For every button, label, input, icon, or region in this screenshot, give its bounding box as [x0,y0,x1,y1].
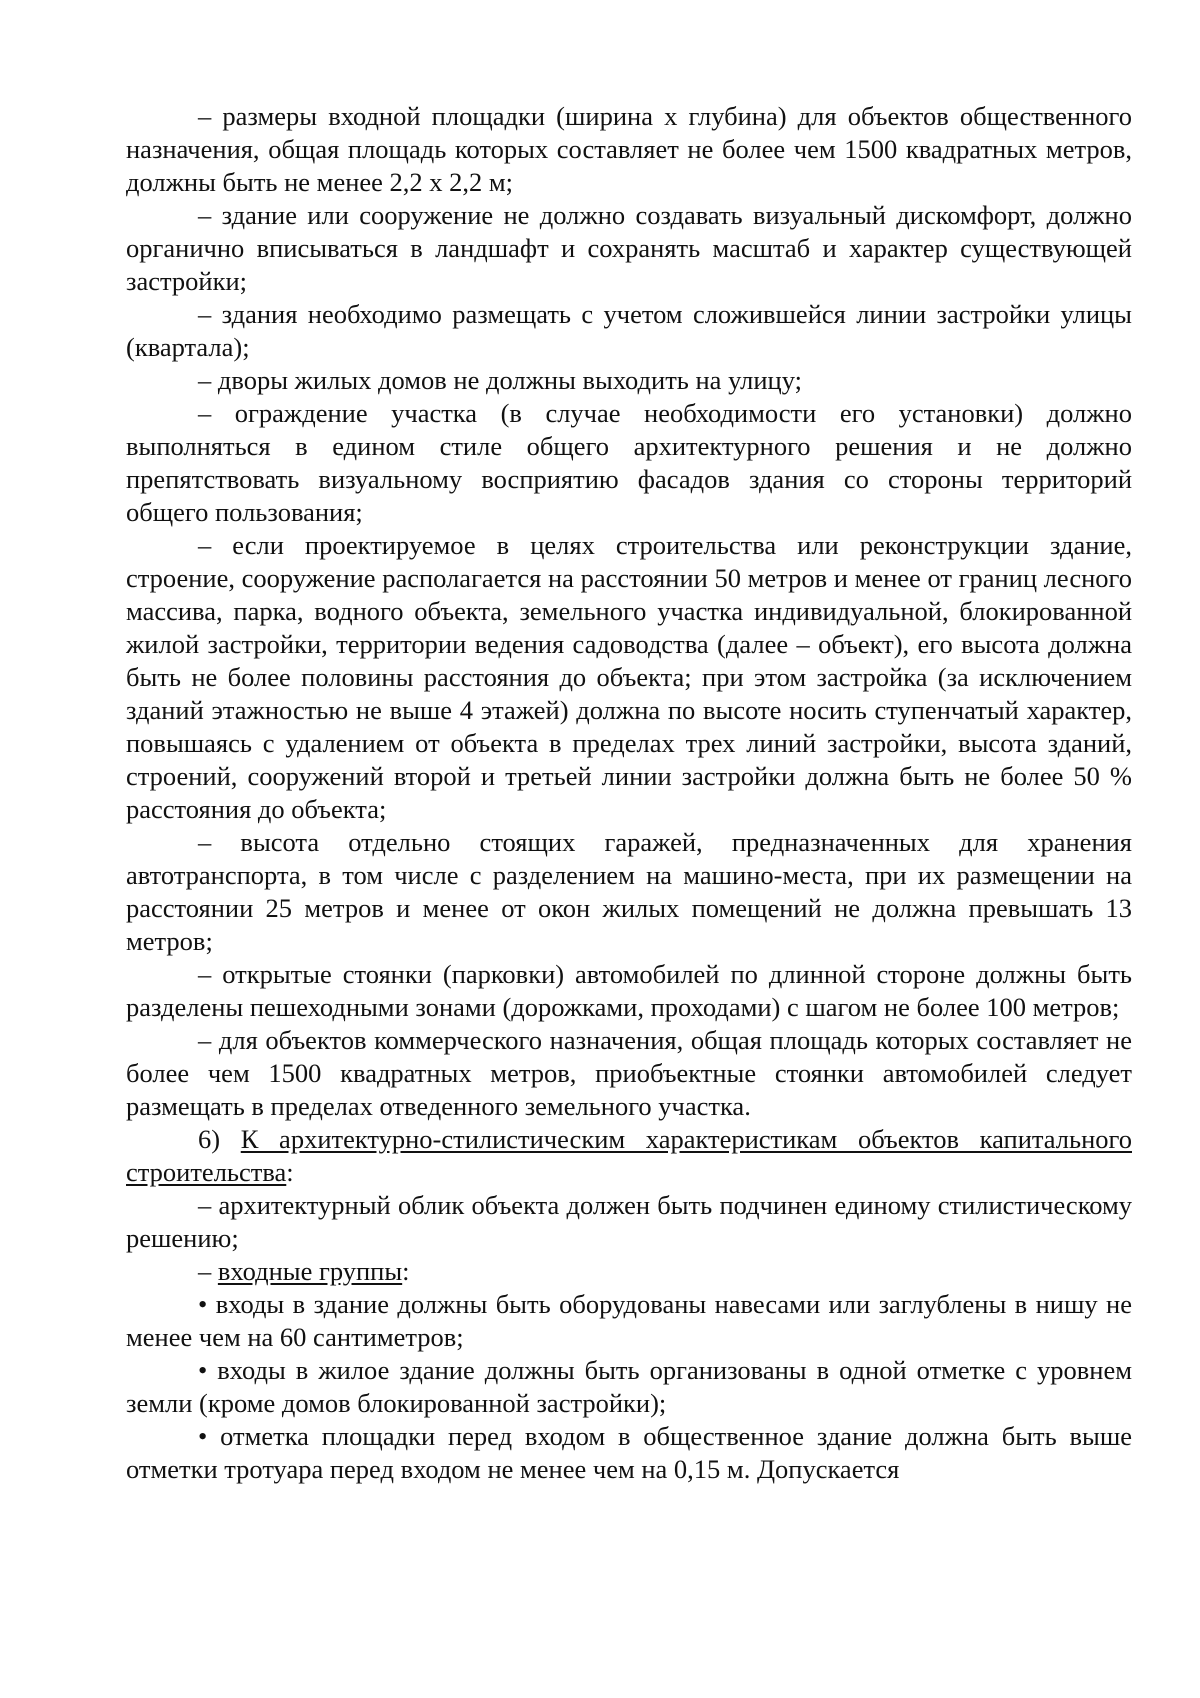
paragraph-parking-zones: – открытые стоянки (парковки) автомобилей по длинной стороне должны быть разделены пешеходными зонами (дорожками, проходами) с шагом не более 100 метров; [126,959,1132,1022]
section-6-heading [126,1123,1132,1189]
paragraph-architectural-style: – архитектурный облик объекта должен быть подчинен единому стилистическому решению; [126,1190,1132,1253]
paragraph-entrance-size: – размеры входной площадки (ширина х глубина) для объектов общественного назначения, общая площадь которых составляет не более чем 1500 квадратных метров, должны быть не менее 2,2 х 2,2 м; [126,101,1132,197]
section-6-title: К архитектурно-стилистическим характеристикам объектов капитального строительства [126,1124,1132,1187]
entry-groups-dash: – [198,1256,218,1286]
entry-groups-colon: : [402,1256,410,1286]
bullet-ground-level: • входы в жилое здание должны быть организованы в одной отметке с уровнем земли (кроме домов блокированной застройки); [126,1355,1132,1418]
paragraph-fencing: – ограждение участка (в случае необходимости его установки) должно выполняться в едином стиле общего архитектурного решения и не должно препятствовать визуальному восприятию фасадов здания со стороны территорий общего пользования; [126,398,1132,527]
section-6-number: 6) [198,1124,241,1154]
document-page [126,100,1132,1486]
paragraph-garages: – высота отдельно стоящих гаражей, предназначенных для хранения автотранспорта, в том числе с разделением на машино-места, при их размещении на расстоянии 25 метров и менее от окон жилых помещений не должна превышать 13 метров; [126,827,1132,956]
paragraph-courtyards: – дворы жилых домов не должны выходить на улицу; [198,365,803,395]
bullet-canopies: • входы в здание должны быть оборудованы навесами или заглублены в нишу не менее чем на 60 сантиметров; [126,1289,1132,1352]
bullet-platform-elevation: • отметка площадки перед входом в общественное здание должна быть выше отметки тротуара перед входом не менее чем на 0,15 м. Допускается [126,1421,1132,1484]
entry-groups-label: входные группы [217,1256,403,1286]
section-6-colon: : [286,1157,294,1187]
entry-groups-heading [126,1255,1132,1288]
paragraph-commercial-parking: – для объектов коммерческого назначения, общая площадь которых составляет не более чем 1500 квадратных метров, приобъектные стоянки автомобилей следует размещать в пределах отведенного земельного участка. [126,1025,1132,1121]
paragraph-visual-comfort: – здание или сооружение не должно создавать визуальный дискомфорт, должно органично вписываться в ландшафт и сохранять масштаб и характер существующей застройки; [126,200,1132,296]
paragraph-height-limit: – если проектируемое в целях строительства или реконструкции здание, строение, сооружение располагается на расстоянии 50 метров и менее от границ лесного массива, парка, водного объекта, земельного участка индивидуальной, блокированной жилой застройки, территории ведения садоводства (далее – объект), его высота должна быть не более половины расстояния до объекта; при этом застройка (за исключением зданий этажностью не выше 4 этажей) должна по высоте носить ступенчатый характер, повышаясь с удалением от объекта в пределах трех линий застройки, высота зданий, строений, сооружений второй и третьей линии застройки должна быть не более 50 % расстояния до объекта; [126,530,1132,824]
paragraph-building-line: – здания необходимо размещать с учетом сложившейся линии застройки улицы (квартала); [126,299,1132,362]
